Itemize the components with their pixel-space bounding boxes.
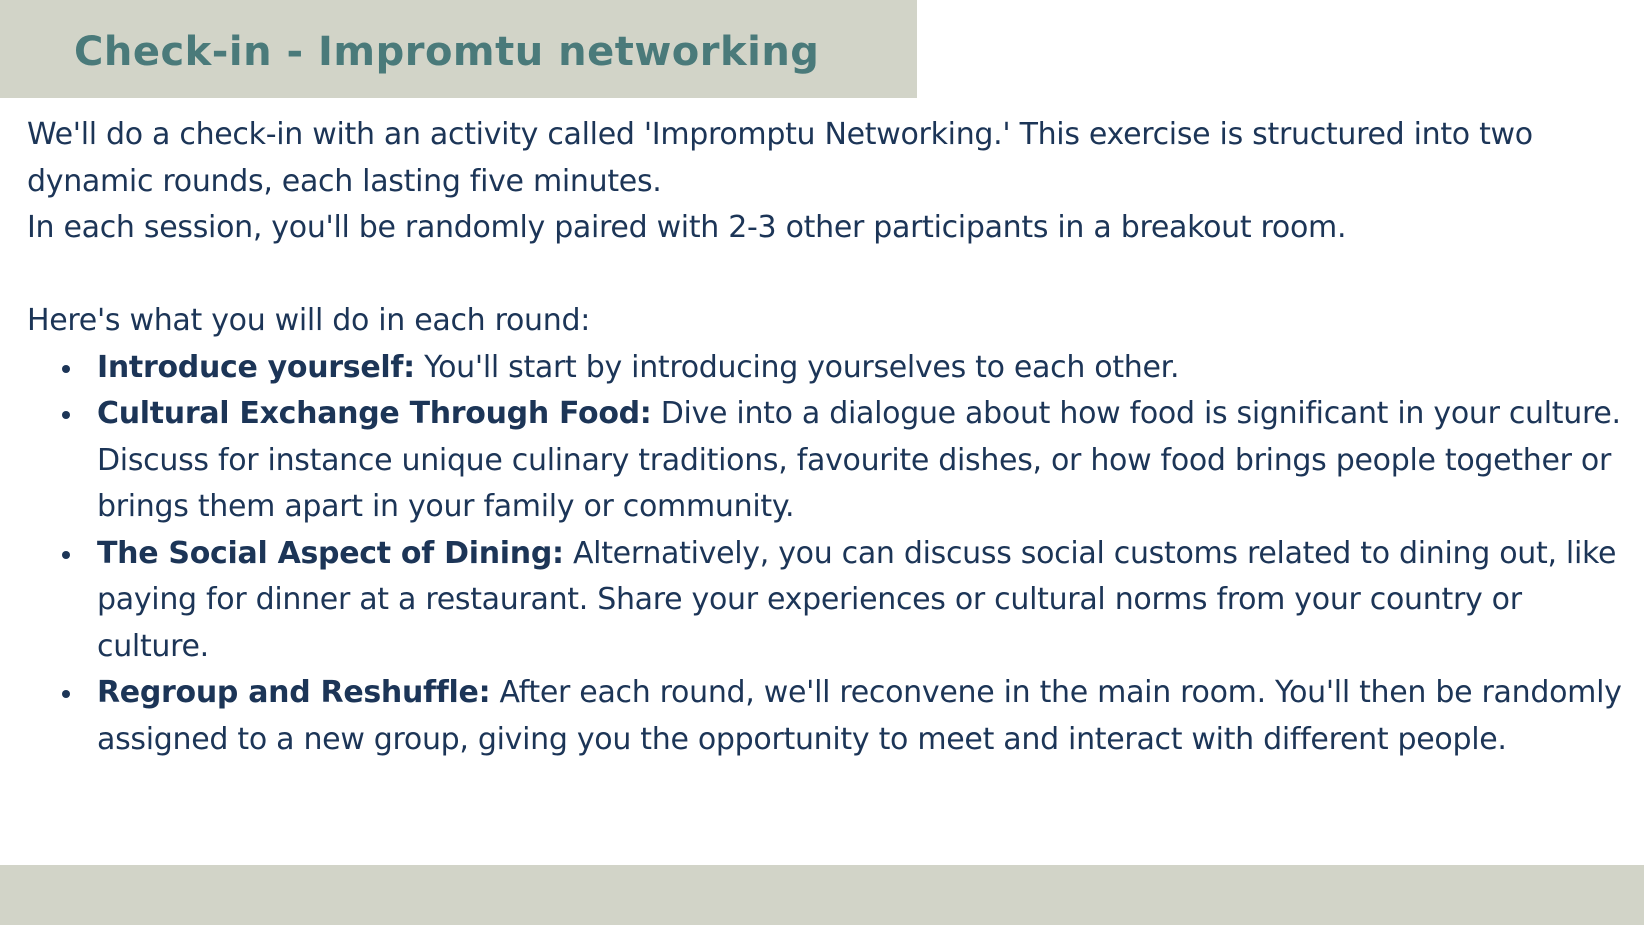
- list-item-social-dining: [97, 531, 1627, 671]
- footer-banner: [0, 865, 1644, 925]
- intro-paragraph: We'll do a check-in with an activity called 'Impromptu Networking.' This exercise is structured into two dynamic rounds, each lasting five minutes.: [27, 117, 1533, 199]
- bullet-dot-icon: [62, 551, 70, 559]
- list-item-cultural-exchange: [97, 391, 1627, 531]
- intro-paragraph-2: In each session, you'll be randomly paired with 2-3 other participants in a breakout room.: [27, 210, 1347, 245]
- rounds-heading: Here's what you will do in each round:: [27, 303, 591, 338]
- bullet-dot-icon: [62, 411, 70, 419]
- round-steps-list: [27, 345, 1627, 764]
- list-item-text: Alternatively, you can discuss social customs related to dining out, like paying for dinner at a restaurant. Share your experiences or cultural norms from your country or culture.: [97, 535, 1617, 664]
- list-item-label: Regroup and Reshuffle:: [97, 675, 491, 710]
- list-item-label: The Social Aspect of Dining:: [97, 535, 564, 571]
- list-item-text: Dive into a dialogue about how food is significant in your culture. Discuss for instance unique culinary traditions, favourite dishes, or how food brings people together or brings them apart in your family or community.: [97, 396, 1621, 524]
- bullet-dot-icon: [62, 365, 70, 373]
- list-item-label: Introduce yourself:: [97, 349, 415, 385]
- slide-body: [27, 112, 1627, 763]
- slide-title: Check-in - Impromtu networking: [74, 29, 820, 75]
- title-banner: [0, 0, 917, 98]
- list-item-label: Cultural Exchange Through Food:: [97, 396, 652, 431]
- list-item-introduce: [97, 345, 1627, 392]
- list-item-text: After each round, we'll reconvene in the main room. You'll then be randomly assigned to a new group, giving you the opportunity to meet and interact with different people.: [97, 675, 1622, 757]
- paragraph-spacer: [27, 252, 1627, 299]
- list-item-text: You'll start by introducing yourselves to each other.: [414, 349, 1180, 385]
- bullet-dot-icon: [62, 690, 70, 698]
- list-item-regroup: [97, 670, 1627, 763]
